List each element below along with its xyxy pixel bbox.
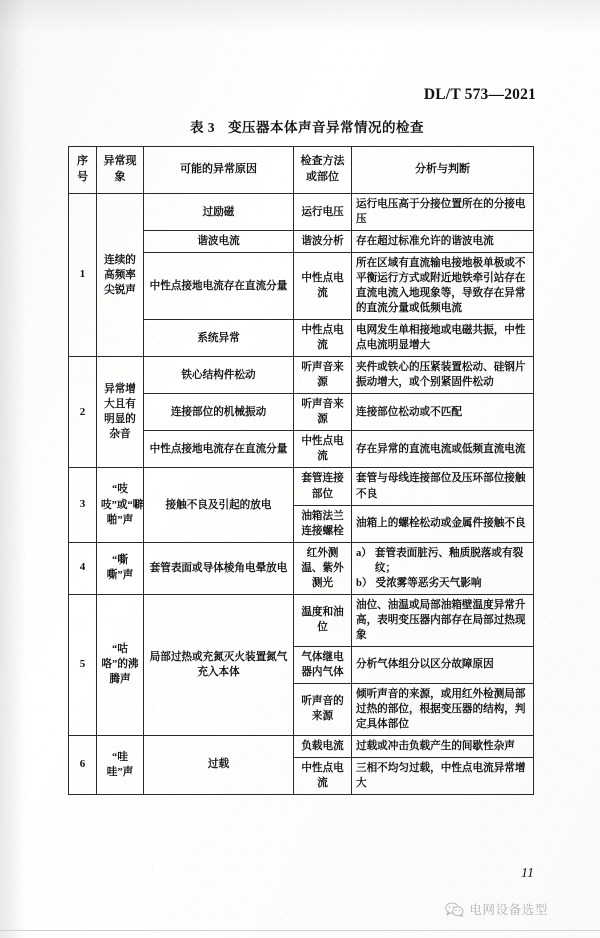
col-header-judgement: 分析与判断 xyxy=(352,147,534,194)
watermark xyxy=(445,900,548,918)
cell-judgement: 所在区域有直流输电接地极单极或不平衡运行方式或附近地铁牵引站存在直流电流入地现象等，导致存在异常的直流分量或低频电流 xyxy=(352,253,534,320)
judgement-list-item xyxy=(356,576,529,591)
cell-method: 中性点电流 xyxy=(294,320,352,357)
list-text: 受浓雾等恶劣天气影响 xyxy=(375,577,482,589)
cell-cause: 系统异常 xyxy=(144,320,294,357)
cell-cause: 谐波电流 xyxy=(144,231,294,253)
row-number: 5 xyxy=(69,594,97,735)
table-row xyxy=(69,594,534,646)
cell-cause: 过励磁 xyxy=(144,194,294,231)
cell-method: 负载电流 xyxy=(294,735,352,757)
cell-phenomenon: 连续的高频率尖锐声 xyxy=(97,194,144,357)
standard-code-header: DL/T 573—2021 xyxy=(423,86,536,103)
table-row xyxy=(69,194,534,231)
cell-method: 气体继电器内气体 xyxy=(294,646,352,683)
cell-judgement: 存在超过标准允许的谐波电流 xyxy=(352,231,534,253)
table-container xyxy=(68,146,534,795)
cell-cause: 接触不良及引起的放电 xyxy=(144,468,294,542)
inspection-table xyxy=(68,146,534,795)
bottom-divider xyxy=(0,930,600,931)
row-number: 2 xyxy=(69,357,97,468)
col-header-num: 序号 xyxy=(69,147,97,194)
cell-method: 红外测温、紫外测光 xyxy=(294,542,352,594)
cell-cause: 中性点接地电流存在直流分量 xyxy=(144,253,294,320)
cell-judgement: 运行电压高于分接位置所在的分接电压 xyxy=(352,194,534,231)
cell-judgement: 油箱上的螺栓松动或金属件接触不良 xyxy=(352,505,534,542)
cell-cause: 局部过热或充氮灭火装置氮气充入本体 xyxy=(144,594,294,735)
wechat-icon xyxy=(445,902,464,917)
cell-cause: 套管表面或导体棱角电晕放电 xyxy=(144,542,294,594)
cell-method: 运行电压 xyxy=(294,194,352,231)
cell-cause: 连接部位的机械振动 xyxy=(144,394,294,431)
cell-phenomenon: 异常增大且有明显的杂音 xyxy=(97,357,144,468)
page-number: 11 xyxy=(521,866,534,881)
col-header-cause: 可能的异常原因 xyxy=(144,147,294,194)
row-number: 3 xyxy=(69,468,97,542)
table-row xyxy=(69,542,534,594)
col-header-method: 检查方法或部位 xyxy=(294,147,352,194)
row-number: 1 xyxy=(69,194,97,357)
cell-cause: 过载 xyxy=(144,735,294,794)
table-head xyxy=(69,147,534,194)
table-row xyxy=(69,357,534,394)
cell-method: 听声音的来源 xyxy=(294,683,352,735)
cell-phenomenon: “咕咯”的沸腾声 xyxy=(97,594,144,735)
judgement-list-item xyxy=(356,546,529,576)
col-header-phenomenon: 异常现象 xyxy=(97,147,144,194)
table-row xyxy=(69,735,534,757)
table-caption xyxy=(0,116,600,136)
cell-judgement: 夹件或铁心的压紧装置松动、硅钢片振动增大，或个别紧固件松动 xyxy=(352,357,534,394)
list-marker: a） xyxy=(356,547,372,559)
cell-judgement: 连接部位松动或不匹配 xyxy=(352,394,534,431)
cell-judgement: 电网发生单相接地或电磁共振，中性点电流明显增大 xyxy=(352,320,534,357)
table-row xyxy=(69,468,534,505)
cell-method: 中性点电流 xyxy=(294,431,352,468)
cell-method: 听声音来源 xyxy=(294,357,352,394)
row-number: 6 xyxy=(69,735,97,794)
list-text: 套管表面脏污、釉质脱落或有裂纹； xyxy=(374,547,524,574)
cell-method: 油箱法兰连接螺栓 xyxy=(294,505,352,542)
watermark-text: 电网设备选型 xyxy=(469,903,548,917)
row-number: 4 xyxy=(69,542,97,594)
cell-phenomenon: “嘶嘶”声 xyxy=(97,542,144,594)
cell-judgement: 套管与母线连接部位及压环部位接触不良 xyxy=(352,468,534,505)
table-body xyxy=(69,194,534,795)
cell-judgement: 三相不均匀过载，中性点电流异常增大 xyxy=(352,757,534,794)
cell-judgement: 存在异常的直流电流或低频直流电流 xyxy=(352,431,534,468)
cell-judgement: 油位、油温或局部油箱壁温度异常升高，表明变压器内部存在局部过热现象 xyxy=(352,594,534,646)
table-label: 表 3 xyxy=(189,120,216,135)
list-marker: b） xyxy=(356,577,373,589)
cell-judgement: 过载或冲击负载产生的间歇性杂声 xyxy=(352,735,534,757)
cell-method: 听声音来源 xyxy=(294,394,352,431)
table-header-row xyxy=(69,147,534,194)
cell-cause: 中性点接地电流存在直流分量 xyxy=(144,431,294,468)
cell-phenomenon: “吱吱”或“噼啪”声 xyxy=(97,468,144,542)
cell-method: 谐波分析 xyxy=(294,231,352,253)
cell-judgement: 倾听声音的来源，或用红外检测局部过热的部位，根据变压器的结构，判定具体部位 xyxy=(352,683,534,735)
table-caption-text: 变压器本体声音异常情况的检查 xyxy=(228,120,425,135)
cell-judgement: 分析气体组分以区分故障原因 xyxy=(352,646,534,683)
cell-phenomenon: “哇哇”声 xyxy=(97,735,144,794)
cell-method: 中性点电流 xyxy=(294,757,352,794)
cell-method: 温度和油位 xyxy=(294,594,352,646)
cell-method: 中性点电流 xyxy=(294,253,352,320)
cell-method: 套管连接部位 xyxy=(294,468,352,505)
cell-judgement xyxy=(352,542,534,594)
judgement-list xyxy=(356,546,529,591)
cell-cause: 铁心结构件松动 xyxy=(144,357,294,394)
